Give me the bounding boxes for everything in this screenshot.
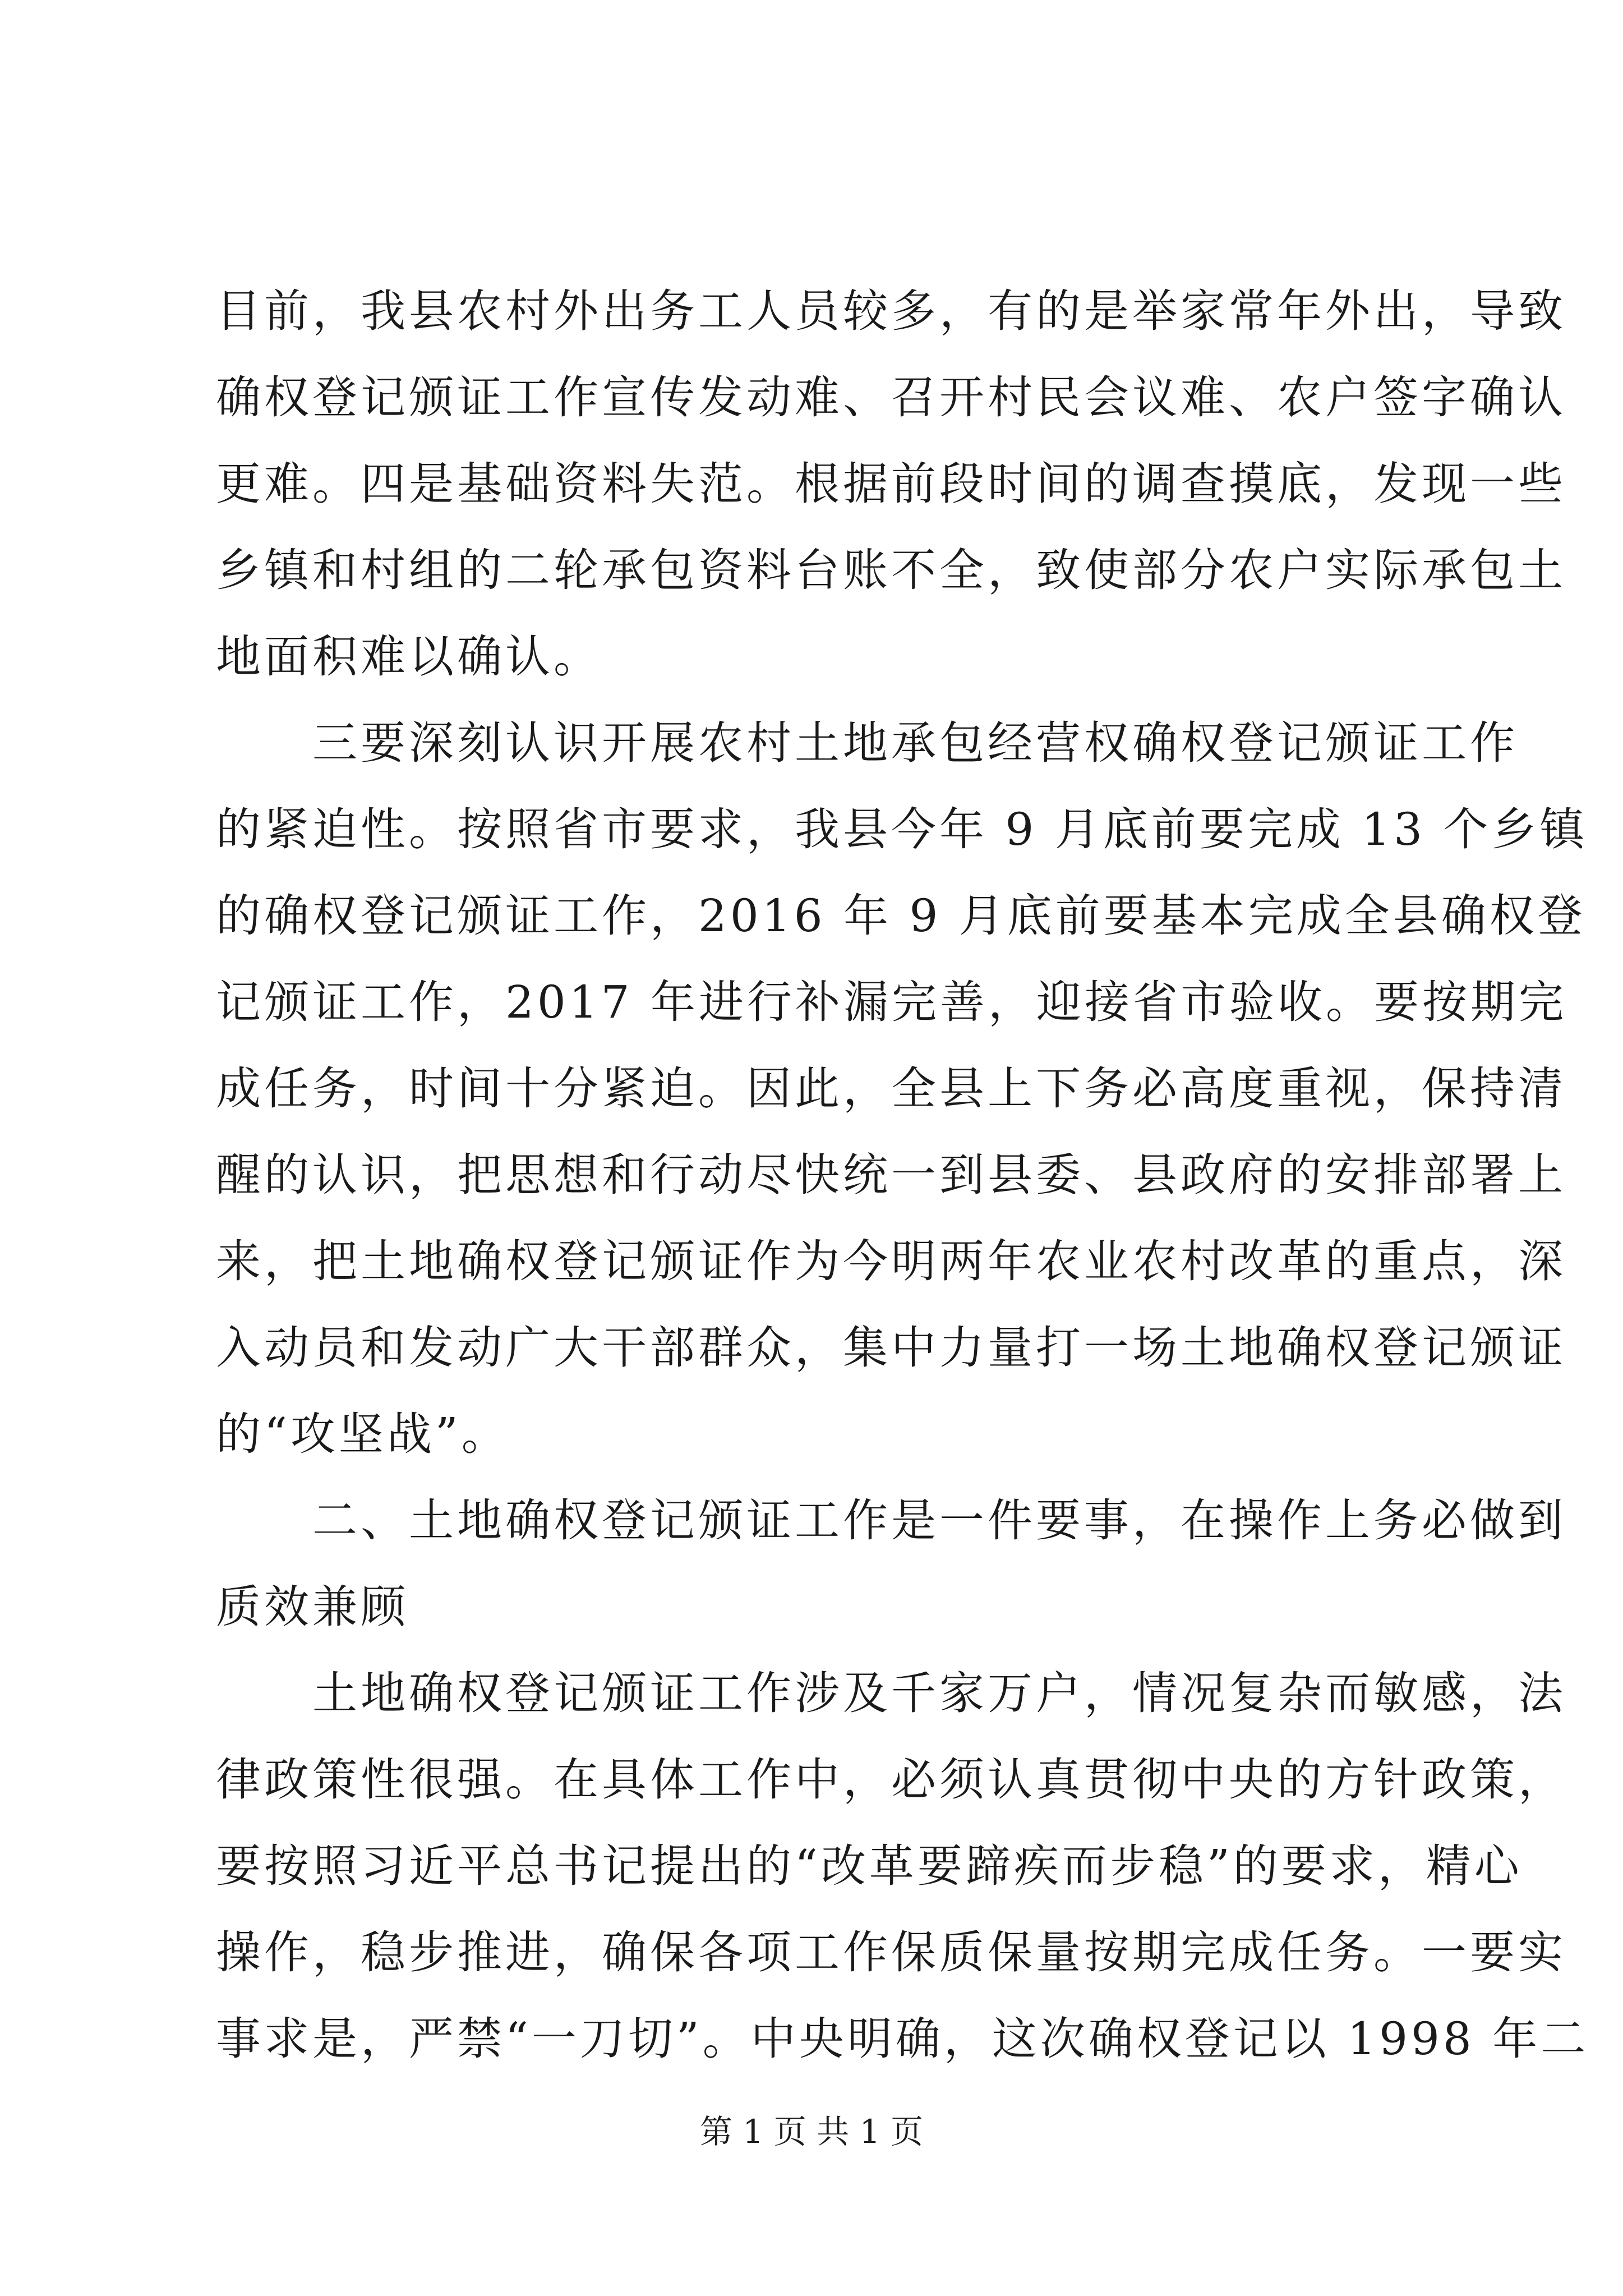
text-line: 要按照习近平总书记提出的“改革要蹄疾而步稳”的要求，精心	[216, 1840, 1523, 1892]
text-line: 醒的认识，把思想和行动尽快统一到县委、县政府的安排部署上	[216, 1149, 1566, 1201]
text-line: 的确权登记颁证工作，2016 年 9 月底前要基本完成全县确权登	[216, 890, 1586, 942]
text-line: 乡镇和村组的二轮承包资料台账不全，致使部分农户实际承包土	[216, 544, 1566, 596]
text-line: 的“攻坚战”。	[216, 1408, 510, 1460]
text-line: 更难。四是基础资料失范。根据前段时间的调查摸底，发现一些	[216, 458, 1566, 510]
text-line: 成任务，时间十分紧迫。因此，全县上下务必高度重视，保持清	[216, 1062, 1566, 1115]
text-line: 目前，我县农村外出务工人员较多，有的是举家常年外出，导致	[216, 285, 1566, 337]
document-body	[216, 268, 1589, 2082]
paragraph-start-line: 三要深刻认识开展农村土地承包经营权确权登记颁证工作	[312, 717, 1518, 769]
section-heading-line: 质效兼顾	[216, 1581, 409, 1633]
text-line: 操作，稳步推进，确保各项工作保质保量按期完成任务。一要实	[216, 1926, 1566, 1978]
text-line: 确权登记颁证工作宣传发动难、召开村民会议难、农户签字确认	[216, 371, 1566, 424]
text-line: 事求是，严禁“一刀切”。中央明确，这次确权登记以 1998 年二	[216, 2013, 1589, 2065]
text-line: 入动员和发动广大干部群众，集中力量打一场土地确权登记颁证	[216, 1322, 1566, 1374]
page-footer	[0, 2109, 1623, 2154]
page-number-label: 第 1 页 共 1 页	[700, 2113, 923, 2151]
section-heading-line: 二、土地确权登记颁证工作是一件要事，在操作上务必做到	[312, 1494, 1566, 1547]
text-line: 地面积难以确认。	[216, 631, 602, 683]
text-line: 来，把土地确权登记颁证作为今明两年农业农村改革的重点，深	[216, 1235, 1566, 1287]
text-line: 记颁证工作，2017 年进行补漏完善，迎接省市验收。要按期完	[216, 976, 1567, 1028]
text-line: 律政策性很强。在具体工作中，必须认真贯彻中央的方针政策，	[216, 1754, 1566, 1806]
paragraph-start-line: 土地确权登记颁证工作涉及千家万户，情况复杂而敏感，法	[312, 1667, 1566, 1719]
text-line: 的紧迫性。按照省市要求，我县今年 9 月底前要完成 13 个乡镇	[216, 803, 1588, 855]
